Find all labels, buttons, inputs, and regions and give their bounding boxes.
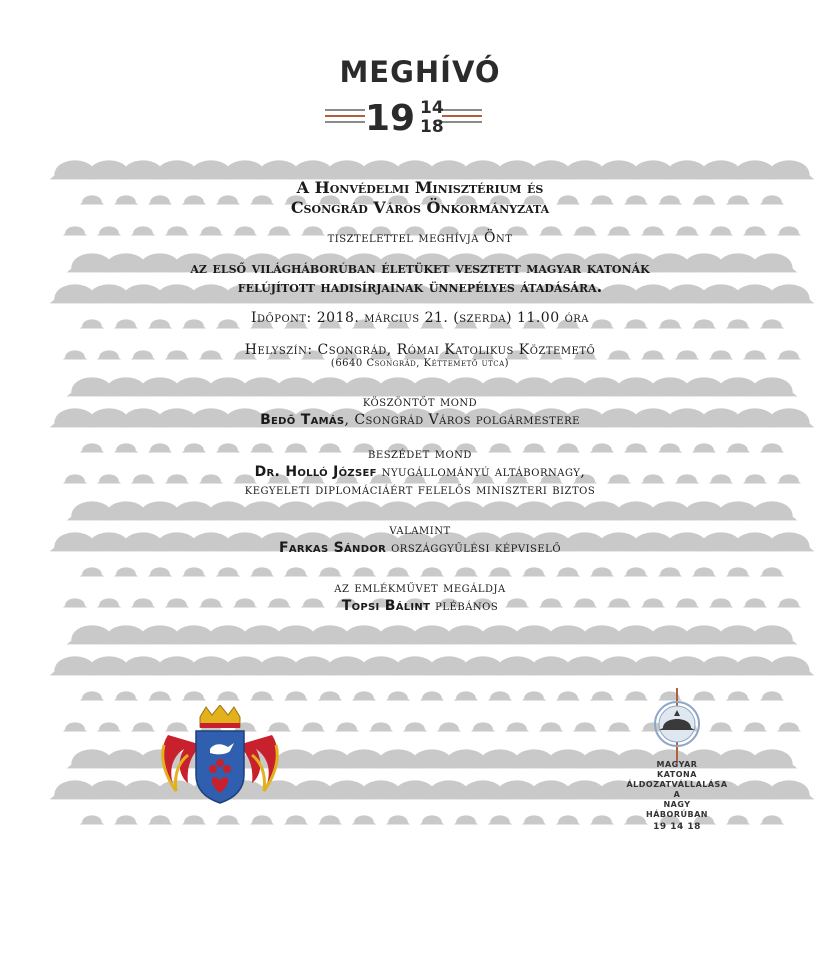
year-start: 14: [420, 98, 444, 118]
invites-text: tisztelettel meghívja Önt: [327, 230, 513, 246]
helmet-pattern-icon: [80, 691, 104, 700]
event-place: Helyszín: Csongrád, Római Katolikus Köztemető: [244, 342, 596, 358]
helmet-pattern-icon: [573, 722, 597, 731]
centenary-logo: [320, 97, 520, 145]
helmet-pattern-icon: [250, 815, 274, 824]
helmet-pattern-icon: [80, 815, 104, 824]
helmet-pattern-icon: [777, 226, 801, 235]
helmet-pattern-icon: [369, 722, 393, 731]
speaker-name: Topsi Bálint: [341, 598, 431, 614]
helmet-pattern-icon: [318, 815, 342, 824]
helmet-pattern-icon: [420, 815, 444, 824]
invitation-body: [60, 178, 780, 615]
helmet-pattern-icon: [760, 815, 784, 824]
helmet-pattern-icon: [747, 749, 798, 768]
helmet-pattern-icon: [301, 722, 325, 731]
helmet-pattern-icon: [114, 815, 138, 824]
helmet-pattern-icon: [437, 722, 461, 731]
helmet-pattern-icon: [63, 722, 87, 731]
page-title: MEGHÍVÓ: [339, 55, 501, 89]
helmet-pattern-icon: [471, 722, 495, 731]
speaker-title-line-2: kegyeleti diplomáciáért felelős miniszteri biztos: [244, 482, 596, 498]
helmet-pattern-icon: [522, 815, 546, 824]
helmet-pattern-icon: [250, 691, 274, 700]
organizer-line-2: Csongrád Város Önkormányzata: [290, 198, 550, 217]
speaker-role: az emlékművet megáldja: [334, 580, 506, 596]
helmet-pattern-icon: [97, 722, 121, 731]
helmet-pattern-icon: [590, 815, 614, 824]
helmet-pattern-icon: [182, 815, 206, 824]
year-big: 19: [365, 98, 416, 139]
emblem-text-4: A: [673, 790, 681, 799]
helmet-pattern-icon: [216, 815, 240, 824]
csongrad-coat-of-arms-icon: [158, 705, 282, 805]
event-line-1: az első világháborúban életüket vesztett magyar katonák: [190, 258, 650, 277]
event-line-2: felújított hadisírjainak ünnepélyes átadására.: [237, 277, 603, 296]
helmet-pattern-icon: [352, 815, 376, 824]
helmet-pattern-icon: [488, 691, 512, 700]
helmet-pattern-icon: [590, 691, 614, 700]
speaker-name: Dr. Holló József: [254, 464, 377, 480]
helmet-pattern-icon: [131, 722, 155, 731]
speaker-title: , Csongrád Város polgármestere: [344, 412, 580, 428]
helmet-pattern-icon: [764, 780, 815, 799]
helmet-pattern-icon: [539, 722, 563, 731]
centenary-memorial-emblem: [622, 688, 732, 832]
speaker-title: nyugállományú altábornagy,: [376, 464, 586, 480]
helmet-pattern-icon: [284, 815, 308, 824]
helmet-pattern-icon: [420, 691, 444, 700]
helmet-pattern-icon: [352, 691, 376, 700]
helmet-pattern-icon: [318, 691, 342, 700]
speaker-greeting: [60, 393, 780, 429]
helmet-pattern-icon: [148, 815, 172, 824]
speaker-name: Bedő Tamás: [260, 412, 345, 428]
emblem-text-3: ÁLDOZATVÁLLALÁSA: [626, 780, 728, 789]
helmet-pattern-icon: [114, 691, 138, 700]
helmet-pattern-icon: [777, 598, 801, 607]
helmet-pattern-icon: [284, 691, 308, 700]
speaker-name: Farkas Sándor: [278, 540, 387, 556]
emblem-text-5: NAGY: [663, 800, 691, 809]
helmet-pattern-icon: [403, 722, 427, 731]
helmet-pattern-icon: [182, 691, 206, 700]
helmet-pattern-icon: [777, 474, 801, 483]
speaker-title: országgyűlési képviselő: [386, 540, 562, 556]
emblem-text-2: KATONA: [657, 770, 697, 779]
helmet-pattern-icon: [747, 625, 798, 644]
helmet-pattern-icon: [764, 160, 815, 179]
helmet-pattern-icon: [522, 691, 546, 700]
helmet-pattern-icon: [454, 815, 478, 824]
speaker-role: beszédet mond: [368, 446, 472, 462]
speaker-title: plébános: [430, 598, 499, 614]
speaker-role: valamint: [389, 522, 451, 538]
helmet-pattern-icon: [743, 722, 767, 731]
helmet-pattern-icon: [335, 722, 359, 731]
speaker-blessing: [60, 579, 780, 615]
helmet-pattern-icon: [777, 350, 801, 359]
helmet-pattern-icon: [760, 691, 784, 700]
helmet-pattern-icon: [386, 691, 410, 700]
helmet-pattern-icon: [777, 722, 801, 731]
event-address: (6640 Csongrád, Kéttemető utca): [330, 358, 510, 369]
emblem-text-6: HÁBORÚBAN: [646, 810, 708, 819]
helmet-pattern-icon: [148, 691, 172, 700]
invitation-header: [0, 55, 840, 139]
helmet-wreath-icon: [622, 688, 732, 763]
emblem-year: 19 14 18: [653, 822, 701, 832]
helmet-pattern-icon: [505, 722, 529, 731]
speaker-role: köszöntőt mond: [362, 394, 478, 410]
helmet-pattern-icon: [488, 815, 512, 824]
speaker-also: [60, 521, 780, 557]
helmet-pattern-icon: [216, 691, 240, 700]
organizer-line-1: A Honvédelmi Minisztérium és: [296, 178, 544, 197]
helmet-pattern-icon: [556, 691, 580, 700]
speaker-speech: [60, 445, 780, 499]
emblem-text-1: MAGYAR: [656, 760, 698, 769]
helmet-pattern-icon: [556, 815, 580, 824]
event-time: Időpont: 2018. március 21. (szerda) 11.00 óra: [250, 310, 590, 326]
year-end: 18: [420, 118, 444, 135]
helmet-pattern-icon: [454, 691, 478, 700]
helmet-pattern-icon: [386, 815, 410, 824]
helmet-pattern-icon: [764, 656, 815, 675]
